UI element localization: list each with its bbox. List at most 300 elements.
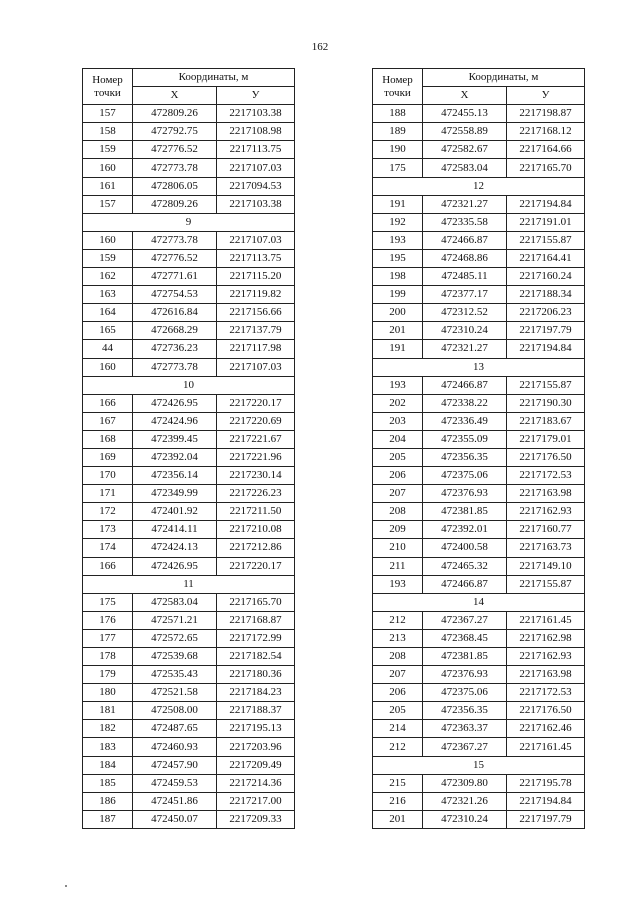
point-number-header-line2: точки — [94, 86, 121, 99]
x-coordinate-cell: 472487.65 — [133, 720, 217, 738]
y-coordinate-cell: 2217108.98 — [217, 123, 295, 141]
y-coordinate-cell: 2217180.36 — [217, 666, 295, 684]
point-number-cell: 193 — [373, 376, 423, 394]
point-number-cell: 185 — [83, 774, 133, 792]
point-number-header-line2: точки — [384, 86, 411, 99]
y-coordinate-cell: 2217176.50 — [507, 448, 585, 466]
point-number-cell: 157 — [83, 105, 133, 123]
y-coordinate-cell: 2217103.38 — [217, 195, 295, 213]
x-coordinate-cell: 472776.52 — [133, 141, 217, 159]
x-coordinate-cell: 472381.85 — [423, 648, 507, 666]
y-coordinate-cell: 2217172.53 — [507, 467, 585, 485]
coordinates-header: Координаты, м — [423, 69, 585, 87]
x-coordinate-cell: 472736.23 — [133, 340, 217, 358]
section-number: 14 — [373, 593, 585, 611]
point-number-header-line1: Номер — [382, 73, 413, 86]
y-header: У — [217, 87, 295, 105]
table-row — [373, 648, 585, 666]
x-coordinate-cell: 472356.35 — [423, 702, 507, 720]
point-number-cell: 208 — [373, 503, 423, 521]
y-coordinate-cell: 2217197.79 — [507, 810, 585, 828]
x-coordinate-cell: 472399.45 — [133, 430, 217, 448]
x-coordinate-cell: 472392.04 — [133, 448, 217, 466]
y-coordinate-cell: 2217163.98 — [507, 666, 585, 684]
table-row — [83, 756, 295, 774]
x-coordinate-cell: 472485.11 — [423, 268, 507, 286]
x-coordinate-cell: 472349.99 — [133, 485, 217, 503]
y-coordinate-cell: 2217156.66 — [217, 304, 295, 322]
y-coordinate-cell: 2217119.82 — [217, 286, 295, 304]
y-coordinate-cell: 2217190.30 — [507, 394, 585, 412]
table-row — [83, 231, 295, 249]
y-coordinate-cell: 2217182.54 — [217, 648, 295, 666]
x-coordinate-cell: 472455.13 — [423, 105, 507, 123]
table-row — [83, 249, 295, 267]
y-coordinate-cell: 2217161.45 — [507, 611, 585, 629]
x-coordinate-cell: 472367.27 — [423, 611, 507, 629]
table-row — [373, 249, 585, 267]
x-coordinate-cell: 472616.84 — [133, 304, 217, 322]
x-coordinate-cell: 472309.80 — [423, 774, 507, 792]
point-number-cell: 174 — [83, 539, 133, 557]
y-coordinate-cell: 2217107.03 — [217, 231, 295, 249]
table-row — [373, 268, 585, 286]
y-coordinate-cell: 2217195.78 — [507, 774, 585, 792]
point-number-cell: 195 — [373, 249, 423, 267]
table-row — [373, 340, 585, 358]
x-coordinate-cell: 472424.13 — [133, 539, 217, 557]
point-number-cell: 201 — [373, 810, 423, 828]
y-coordinate-cell: 2217198.87 — [507, 105, 585, 123]
y-coordinate-cell: 2217168.87 — [217, 611, 295, 629]
table-row — [83, 195, 295, 213]
x-coordinate-cell: 472375.06 — [423, 467, 507, 485]
table-row — [83, 412, 295, 430]
section-row — [373, 756, 585, 774]
y-coordinate-cell: 2217163.73 — [507, 539, 585, 557]
table-row — [373, 557, 585, 575]
y-coordinate-cell: 2217188.37 — [217, 702, 295, 720]
y-coordinate-cell: 2217179.01 — [507, 430, 585, 448]
point-number-cell: 166 — [83, 394, 133, 412]
table-row — [83, 394, 295, 412]
y-coordinate-cell: 2217094.53 — [217, 177, 295, 195]
point-number-cell: 169 — [83, 448, 133, 466]
point-number-cell: 178 — [83, 648, 133, 666]
y-coordinate-cell: 2217220.17 — [217, 557, 295, 575]
table-row — [373, 412, 585, 430]
table-row — [83, 358, 295, 376]
point-number-cell: 186 — [83, 792, 133, 810]
table-row — [83, 485, 295, 503]
x-coordinate-cell: 472459.53 — [133, 774, 217, 792]
table-row — [373, 666, 585, 684]
y-coordinate-cell: 2217226.23 — [217, 485, 295, 503]
y-coordinate-cell: 2217161.45 — [507, 738, 585, 756]
table-row — [373, 394, 585, 412]
x-coordinate-cell: 472466.87 — [423, 575, 507, 593]
point-number-cell: 206 — [373, 684, 423, 702]
point-number-cell: 201 — [373, 322, 423, 340]
y-coordinate-cell: 2217165.70 — [217, 593, 295, 611]
x-coordinate-cell: 472809.26 — [133, 195, 217, 213]
point-number-cell: 158 — [83, 123, 133, 141]
table-row — [83, 322, 295, 340]
point-number-cell: 212 — [373, 738, 423, 756]
table-row — [83, 503, 295, 521]
x-coordinate-cell: 472426.95 — [133, 557, 217, 575]
point-number-cell: 212 — [373, 611, 423, 629]
y-coordinate-cell: 2217155.87 — [507, 376, 585, 394]
table-row — [373, 684, 585, 702]
x-coordinate-cell: 472583.04 — [423, 159, 507, 177]
x-coordinate-cell: 472773.78 — [133, 358, 217, 376]
y-coordinate-cell: 2217137.79 — [217, 322, 295, 340]
point-number-cell: 203 — [373, 412, 423, 430]
point-number-cell: 176 — [83, 611, 133, 629]
section-number: 11 — [83, 575, 295, 593]
x-coordinate-cell: 472335.58 — [423, 213, 507, 231]
y-coordinate-cell: 2217214.36 — [217, 774, 295, 792]
x-coordinate-cell: 472773.78 — [133, 159, 217, 177]
x-coordinate-cell: 472508.00 — [133, 702, 217, 720]
section-number: 12 — [373, 177, 585, 195]
x-coordinate-cell: 472392.01 — [423, 521, 507, 539]
coordinates-table-left-body — [83, 105, 295, 829]
point-number-cell: 209 — [373, 521, 423, 539]
x-coordinate-cell: 472368.45 — [423, 629, 507, 647]
point-number-cell: 191 — [373, 340, 423, 358]
x-coordinate-cell: 472535.43 — [133, 666, 217, 684]
table-row — [83, 539, 295, 557]
section-row — [83, 575, 295, 593]
point-number-cell: 214 — [373, 720, 423, 738]
section-row — [83, 376, 295, 394]
y-coordinate-cell: 2217211.50 — [217, 503, 295, 521]
x-coordinate-cell: 472401.92 — [133, 503, 217, 521]
point-number-cell: 164 — [83, 304, 133, 322]
table-row — [373, 159, 585, 177]
table-row — [83, 304, 295, 322]
table-row — [83, 629, 295, 647]
point-number-cell: 165 — [83, 322, 133, 340]
x-coordinate-cell: 472363.37 — [423, 720, 507, 738]
table-row — [373, 503, 585, 521]
y-coordinate-cell: 2217194.84 — [507, 195, 585, 213]
point-number-cell: 172 — [83, 503, 133, 521]
table-row — [83, 792, 295, 810]
coordinates-table-left — [82, 68, 295, 829]
point-number-cell: 167 — [83, 412, 133, 430]
x-coordinate-cell: 472792.75 — [133, 123, 217, 141]
point-number-cell: 190 — [373, 141, 423, 159]
point-number-cell: 180 — [83, 684, 133, 702]
point-number-header-line1: Номер — [92, 73, 123, 86]
point-number-cell: 187 — [83, 810, 133, 828]
table-row — [373, 467, 585, 485]
x-coordinate-cell: 472572.65 — [133, 629, 217, 647]
y-coordinate-cell: 2217184.23 — [217, 684, 295, 702]
y-coordinate-cell: 2217107.03 — [217, 358, 295, 376]
point-number-cell: 188 — [373, 105, 423, 123]
point-number-cell: 44 — [83, 340, 133, 358]
point-number-cell: 198 — [373, 268, 423, 286]
x-coordinate-cell: 472558.89 — [423, 123, 507, 141]
table-row — [373, 629, 585, 647]
point-number-cell: 207 — [373, 666, 423, 684]
y-coordinate-cell: 2217209.33 — [217, 810, 295, 828]
point-number-cell: 191 — [373, 195, 423, 213]
table-row — [373, 213, 585, 231]
point-number-cell: 181 — [83, 702, 133, 720]
point-number-cell: 193 — [373, 231, 423, 249]
y-coordinate-cell: 2217162.46 — [507, 720, 585, 738]
y-coordinate-cell: 2217203.96 — [217, 738, 295, 756]
table-row — [373, 575, 585, 593]
table-row — [83, 593, 295, 611]
table-row — [373, 141, 585, 159]
y-coordinate-cell: 2217163.98 — [507, 485, 585, 503]
table-row — [83, 738, 295, 756]
table-row — [83, 159, 295, 177]
point-number-cell: 173 — [83, 521, 133, 539]
table-row — [83, 557, 295, 575]
point-number-cell: 170 — [83, 467, 133, 485]
point-number-cell: 192 — [373, 213, 423, 231]
y-coordinate-cell: 2217195.13 — [217, 720, 295, 738]
x-coordinate-cell: 472355.09 — [423, 430, 507, 448]
y-coordinate-cell: 2217220.17 — [217, 394, 295, 412]
point-number-cell: 166 — [83, 557, 133, 575]
point-number-cell: 210 — [373, 539, 423, 557]
x-coordinate-cell: 472310.24 — [423, 810, 507, 828]
table-row — [83, 467, 295, 485]
y-coordinate-cell: 2217206.23 — [507, 304, 585, 322]
table-row — [373, 195, 585, 213]
y-coordinate-cell: 2217209.49 — [217, 756, 295, 774]
y-coordinate-cell: 2217115.20 — [217, 268, 295, 286]
point-number-header — [83, 69, 133, 105]
table-row — [83, 521, 295, 539]
point-number-cell: 163 — [83, 286, 133, 304]
table-row — [83, 177, 295, 195]
scan-speck — [65, 885, 67, 887]
point-number-cell: 171 — [83, 485, 133, 503]
section-number: 13 — [373, 358, 585, 376]
x-coordinate-cell: 472414.11 — [133, 521, 217, 539]
x-coordinate-cell: 472465.32 — [423, 557, 507, 575]
table-row — [83, 666, 295, 684]
point-number-cell: 202 — [373, 394, 423, 412]
table-row — [373, 304, 585, 322]
y-coordinate-cell: 2217162.93 — [507, 503, 585, 521]
table-row — [83, 141, 295, 159]
point-number-cell: 199 — [373, 286, 423, 304]
x-coordinate-cell: 472424.96 — [133, 412, 217, 430]
x-coordinate-cell: 472806.05 — [133, 177, 217, 195]
x-coordinate-cell: 472321.27 — [423, 340, 507, 358]
x-coordinate-cell: 472376.93 — [423, 666, 507, 684]
y-coordinate-cell: 2217194.84 — [507, 340, 585, 358]
table-row — [373, 738, 585, 756]
point-number-cell: 184 — [83, 756, 133, 774]
y-coordinate-cell: 2217172.99 — [217, 629, 295, 647]
x-coordinate-cell: 472582.67 — [423, 141, 507, 159]
point-number-cell: 205 — [373, 702, 423, 720]
x-coordinate-cell: 472451.86 — [133, 792, 217, 810]
section-row — [83, 213, 295, 231]
point-number-cell: 159 — [83, 249, 133, 267]
table-row — [373, 521, 585, 539]
coordinates-table-right — [372, 68, 585, 829]
table-row — [83, 648, 295, 666]
y-coordinate-cell: 2217117.98 — [217, 340, 295, 358]
table-row — [373, 611, 585, 629]
point-number-cell: 205 — [373, 448, 423, 466]
section-row — [373, 358, 585, 376]
point-number-cell: 182 — [83, 720, 133, 738]
y-coordinate-cell: 2217176.50 — [507, 702, 585, 720]
x-coordinate-cell: 472468.86 — [423, 249, 507, 267]
table-row — [373, 430, 585, 448]
x-header: X — [133, 87, 217, 105]
point-number-cell: 206 — [373, 467, 423, 485]
point-number-cell: 175 — [373, 159, 423, 177]
point-number-cell: 200 — [373, 304, 423, 322]
x-coordinate-cell: 472460.93 — [133, 738, 217, 756]
x-coordinate-cell: 472466.87 — [423, 231, 507, 249]
x-coordinate-cell: 472771.61 — [133, 268, 217, 286]
table-row — [373, 792, 585, 810]
table-row — [83, 123, 295, 141]
y-header: У — [507, 87, 585, 105]
x-coordinate-cell: 472668.29 — [133, 322, 217, 340]
point-number-cell: 211 — [373, 557, 423, 575]
y-coordinate-cell: 2217113.75 — [217, 249, 295, 267]
y-coordinate-cell: 2217165.70 — [507, 159, 585, 177]
y-coordinate-cell: 2217162.93 — [507, 648, 585, 666]
table-row — [373, 322, 585, 340]
x-coordinate-cell: 472583.04 — [133, 593, 217, 611]
x-coordinate-cell: 472773.78 — [133, 231, 217, 249]
x-coordinate-cell: 472809.26 — [133, 105, 217, 123]
section-number: 9 — [83, 213, 295, 231]
coordinates-table-right-body — [373, 105, 585, 829]
x-coordinate-cell: 472381.85 — [423, 503, 507, 521]
x-coordinate-cell: 472457.90 — [133, 756, 217, 774]
y-coordinate-cell: 2217220.69 — [217, 412, 295, 430]
x-coordinate-cell: 472376.93 — [423, 485, 507, 503]
point-number-cell: 204 — [373, 430, 423, 448]
table-row — [373, 810, 585, 828]
y-coordinate-cell: 2217107.03 — [217, 159, 295, 177]
y-coordinate-cell: 2217212.86 — [217, 539, 295, 557]
point-number-cell: 161 — [83, 177, 133, 195]
y-coordinate-cell: 2217155.87 — [507, 231, 585, 249]
y-coordinate-cell: 2217149.10 — [507, 557, 585, 575]
y-coordinate-cell: 2217160.77 — [507, 521, 585, 539]
section-row — [373, 177, 585, 195]
x-coordinate-cell: 472310.24 — [423, 322, 507, 340]
point-number-cell: 208 — [373, 648, 423, 666]
x-coordinate-cell: 472571.21 — [133, 611, 217, 629]
x-coordinate-cell: 472367.27 — [423, 738, 507, 756]
x-coordinate-cell: 472776.52 — [133, 249, 217, 267]
table-row — [373, 123, 585, 141]
table-row — [373, 485, 585, 503]
point-number-cell: 160 — [83, 358, 133, 376]
table-row — [83, 268, 295, 286]
x-coordinate-cell: 472356.35 — [423, 448, 507, 466]
y-coordinate-cell: 2217162.98 — [507, 629, 585, 647]
table-row — [83, 810, 295, 828]
table-row — [83, 702, 295, 720]
y-coordinate-cell: 2217168.12 — [507, 123, 585, 141]
y-coordinate-cell: 2217197.79 — [507, 322, 585, 340]
table-row — [83, 611, 295, 629]
table-row — [83, 720, 295, 738]
table-row — [83, 340, 295, 358]
x-coordinate-cell: 472356.14 — [133, 467, 217, 485]
y-coordinate-cell: 2217164.66 — [507, 141, 585, 159]
point-number-cell: 168 — [83, 430, 133, 448]
table-row — [373, 286, 585, 304]
y-coordinate-cell: 2217230.14 — [217, 467, 295, 485]
table-row — [373, 539, 585, 557]
x-coordinate-cell: 472377.17 — [423, 286, 507, 304]
y-coordinate-cell: 2217191.01 — [507, 213, 585, 231]
point-number-cell: 175 — [83, 593, 133, 611]
y-coordinate-cell: 2217221.96 — [217, 448, 295, 466]
table-row — [373, 774, 585, 792]
table-row — [83, 448, 295, 466]
table-row — [83, 105, 295, 123]
table-row — [83, 684, 295, 702]
y-coordinate-cell: 2217188.34 — [507, 286, 585, 304]
x-coordinate-cell: 472336.49 — [423, 412, 507, 430]
table-row — [83, 430, 295, 448]
y-coordinate-cell: 2217160.24 — [507, 268, 585, 286]
section-row — [373, 593, 585, 611]
point-number-cell: 193 — [373, 575, 423, 593]
point-number-cell: 177 — [83, 629, 133, 647]
y-coordinate-cell: 2217194.84 — [507, 792, 585, 810]
point-number-cell: 213 — [373, 629, 423, 647]
table-row — [373, 702, 585, 720]
point-number-cell: 160 — [83, 231, 133, 249]
x-coordinate-cell: 472321.26 — [423, 792, 507, 810]
table-row — [373, 720, 585, 738]
x-coordinate-cell: 472754.53 — [133, 286, 217, 304]
y-coordinate-cell: 2217217.00 — [217, 792, 295, 810]
point-number-cell: 157 — [83, 195, 133, 213]
point-number-cell: 215 — [373, 774, 423, 792]
y-coordinate-cell: 2217103.38 — [217, 105, 295, 123]
x-header: X — [423, 87, 507, 105]
section-number: 10 — [83, 376, 295, 394]
x-coordinate-cell: 472375.06 — [423, 684, 507, 702]
y-coordinate-cell: 2217210.08 — [217, 521, 295, 539]
x-coordinate-cell: 472400.58 — [423, 539, 507, 557]
coordinates-header: Координаты, м — [133, 69, 295, 87]
x-coordinate-cell: 472521.58 — [133, 684, 217, 702]
table-row — [373, 448, 585, 466]
x-coordinate-cell: 472426.95 — [133, 394, 217, 412]
point-number-cell: 159 — [83, 141, 133, 159]
x-coordinate-cell: 472539.68 — [133, 648, 217, 666]
x-coordinate-cell: 472450.07 — [133, 810, 217, 828]
x-coordinate-cell: 472321.27 — [423, 195, 507, 213]
